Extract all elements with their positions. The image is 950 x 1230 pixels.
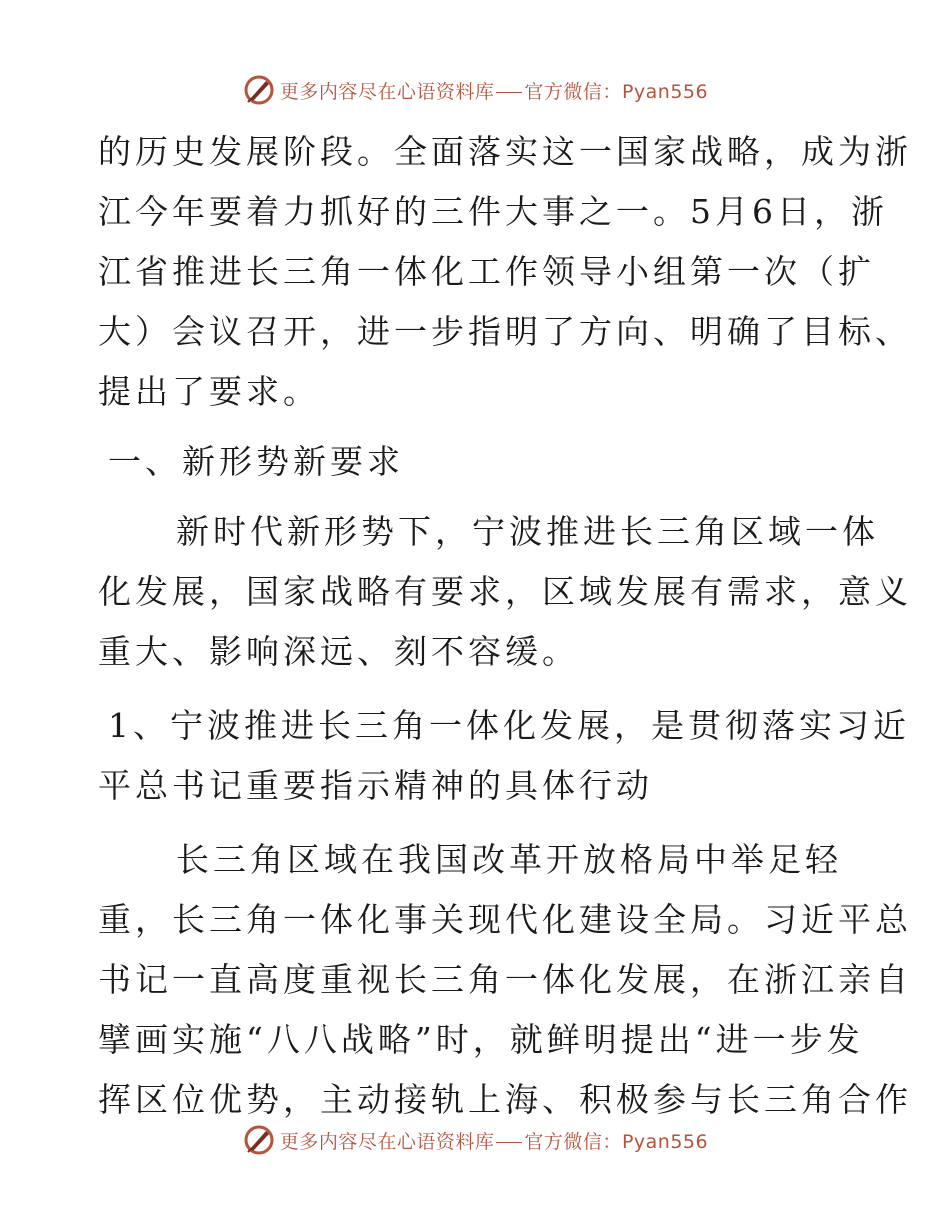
text-line: 化发展，国家战略有要求，区域发展有需求，意义 xyxy=(98,572,912,611)
text-line: 江今年要着力抓好的三件大事之一。5月6日，浙 xyxy=(98,192,888,231)
footer-watermark xyxy=(0,1120,950,1160)
text-line: 重大、影响深远、刻不容缓。 xyxy=(98,632,579,671)
quill-logo-icon xyxy=(242,73,276,107)
text-line: 1、宁波推进长三角一体化发展，是贯彻落实习近 xyxy=(108,706,910,745)
text-line: 书记一直高度重视长三角一体化发展，在浙江亲自 xyxy=(98,960,912,999)
paragraph-1 xyxy=(98,122,912,422)
quill-logo-icon xyxy=(242,1123,276,1157)
text-line: 长三角区域在我国改革开放格局中举足轻 xyxy=(176,840,842,879)
watermark-text: 更多内容尽在心语资料库 官方微信：Pyan556 xyxy=(279,80,709,103)
text-line: 平总书记重要指示精神的具体行动 xyxy=(98,766,653,805)
paragraph-2 xyxy=(98,502,912,682)
header-watermark xyxy=(0,70,950,110)
text-line: 大）会议召开，进一步指明了方向、明确了目标、 xyxy=(98,312,912,351)
text-line: 江省推进长三角一体化工作领导小组第一次（扩 xyxy=(98,252,875,291)
watermark-text: 更多内容尽在心语资料库 官方微信：Pyan556 xyxy=(279,1130,709,1153)
text-line: 的历史发展阶段。全面落实这一国家战略，成为浙 xyxy=(98,132,912,171)
text-line: 擘画实施“八八战略”时，就鲜明提出“进一步发 xyxy=(98,1020,864,1059)
text-line: 新时代新形势下，宁波推进长三角区域一体 xyxy=(176,512,879,551)
section-heading-1: 一、新形势新要求 xyxy=(108,442,404,481)
document-body xyxy=(98,122,912,1130)
text-line: 提出了要求。 xyxy=(98,372,320,411)
text-line: 重，长三角一体化事关现代化建设全局。习近平总 xyxy=(98,900,912,939)
text-line: 挥区位优势，主动接轨上海、积极参与长三角合作 xyxy=(98,1080,912,1119)
paragraph-3 xyxy=(98,830,912,1130)
subsection-heading-1 xyxy=(98,696,910,816)
